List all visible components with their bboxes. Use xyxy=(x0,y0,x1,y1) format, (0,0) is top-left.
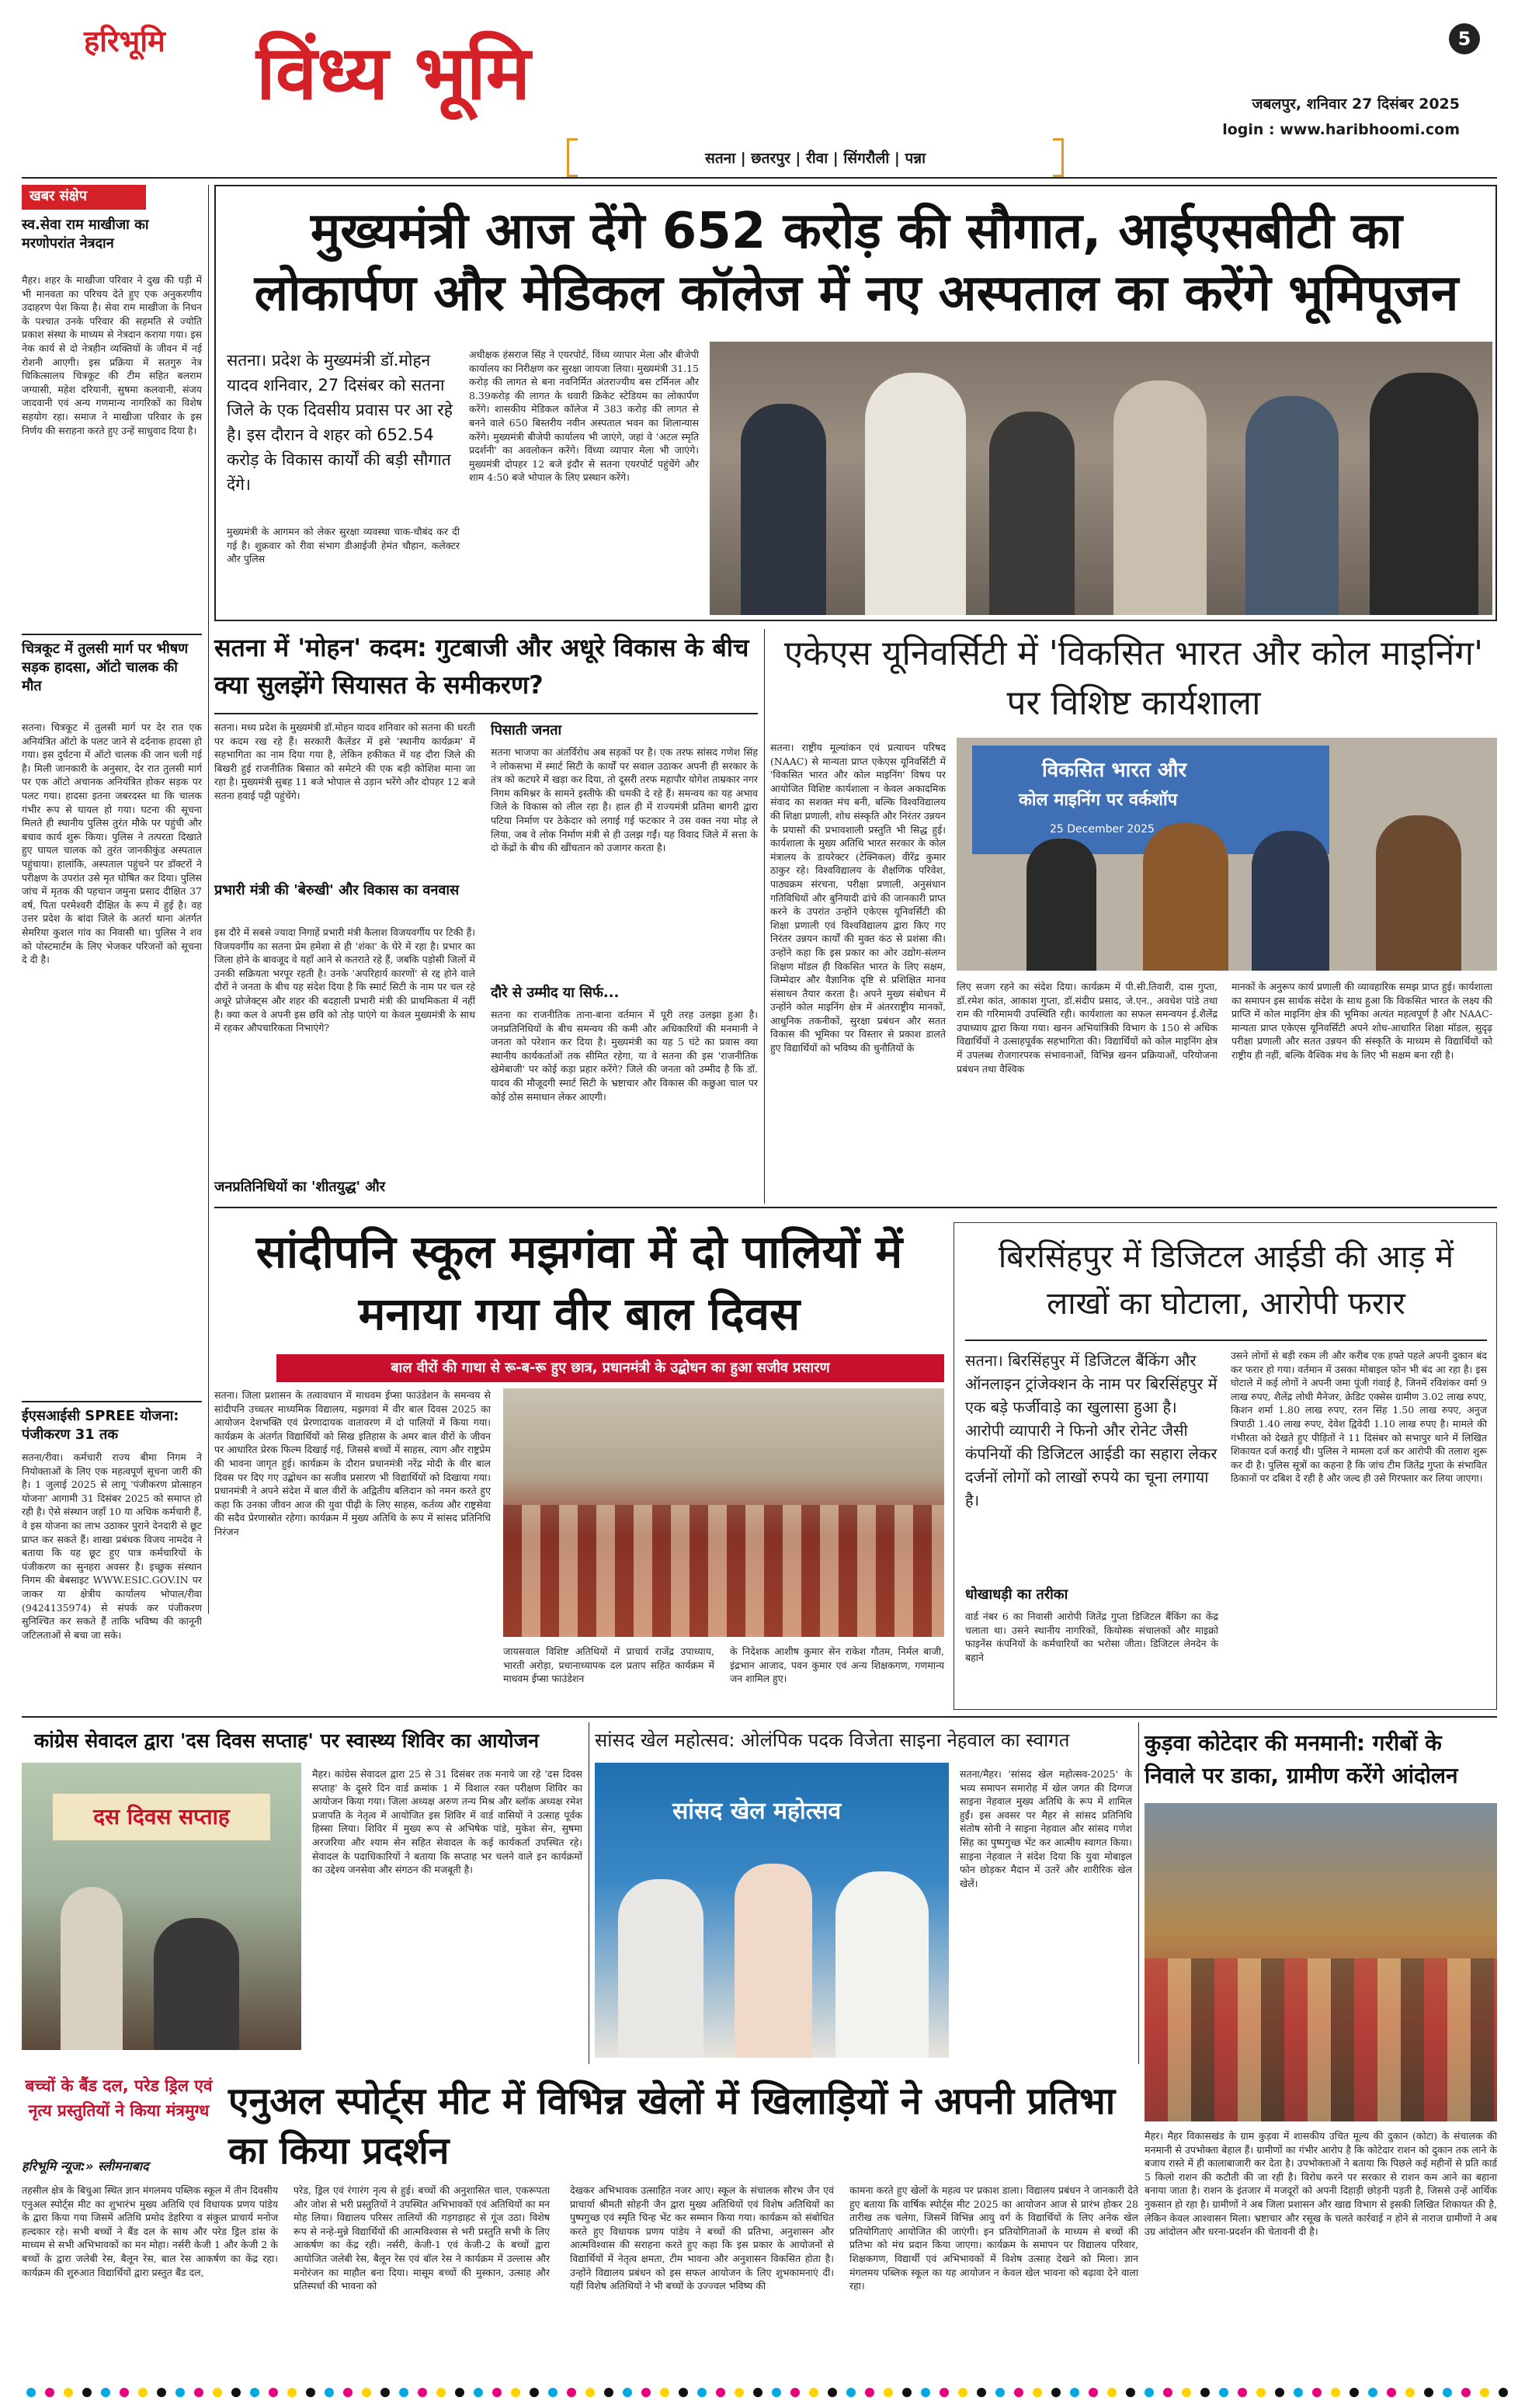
registration-dot xyxy=(120,2388,129,2397)
registration-dot xyxy=(585,2388,595,2397)
lead-photo xyxy=(710,342,1492,615)
registration-dot xyxy=(753,2388,762,2397)
city-satna[interactable]: सतना xyxy=(704,150,736,167)
birsinghpur-intro: सतना। बिरसिंहपुर में डिजिटल बैंकिंग और ऑनलाइन ट्रांजेक्शन के नाम पर बिरसिंहपुर में एक बड़े फर्जीवाड़े का खुलासा हुआ है। आरोपी व्यापारी ने फिनो और रोनेट जैसी कंपनियों की डिजिटल आईडी का सहारा लेकर दर्जनों लोगों को लाखों रुपये का चूना लगाया है। xyxy=(965,1351,1218,1510)
registration-dot xyxy=(660,2388,669,2397)
kudwa-story xyxy=(1145,1722,1497,2375)
registration-dot xyxy=(548,2388,558,2397)
sports-col1: तहसील क्षेत्र के बिचुआ स्थित ज्ञान मंगलमय पब्लिक स्कूल में तीन दिवसीय एनुअल स्पोर्ट्स मीट का शुभारंभ मुख्य अतिथि एवं विधायक प्रणय पांडेय के द्वारा किया गया जिसमें अतिथि प्रमोद डेहरिया व संकुल प्राचार्य मनोज हल्दकार रहे। सभी बच्चों ने बैंड दल के साथ और परेड ड्रिल डांस के माध्यम से सभी अभिभावकों का मन मोहा। नर्सरी केजी 1 और केजी 2 के बच्चों के द्वारा जलेबी रेस, बैलून रेस, बाल रेस आकर्षण का केंद्र रहा। कार्यक्रम की शुरुआत विद्यार्थियों द्वारा प्रस्तुत बैंड दल, xyxy=(22,2184,278,2278)
registration-dot xyxy=(921,2388,930,2397)
politics-col1: सतना। मध्य प्रदेश के मुख्यमंत्री डॉ.मोहन यादव शनिवार को सतना की धरती पर कदम रख रहे हैं। सरकारी कैलेंडर में इसे 'स्थानीय कार्यक्रम' में सहभागिता का नाम दिया गया है, लेकिन हकीकत में यह दौरा जिले की बिखरी हुई राजनीतिक बिसात को समेटने की एक बड़ी कोशिश माना जा रहा है। मुख्यमंत्री सुबह 11 बजे भोपाल से उड़ान भरेंगे और दोपहर 12 बजे सतना हवाई पट्टी पहुंचेंगे। xyxy=(214,721,475,801)
sports-byline: हरिभूमि न्यूज:» स्लीमनाबाद xyxy=(22,2159,149,2173)
birsinghpur-headline: बिरसिंहपुर में डिजिटल आईडी की आड़ में लाखों का घोटाला, आरोपी फरार xyxy=(998,1239,1454,1322)
registration-dot xyxy=(287,2388,297,2397)
registration-dot xyxy=(1480,2388,1489,2397)
kudwa-headline: कुड़वा कोटेदार की मनमानी: गरीबों के निवाले पर डाका, ग्रामीण करेंगे आंदोलन xyxy=(1145,1730,1458,1788)
aks-col1: सतना। राष्ट्रीय मूल्यांकन एवं प्रत्यायन परिषद (NAAC) से मान्यता प्राप्त एकेएस यूनिवर्सिटी में 'विकसित भारत और कोल माइनिंग' विषय पर आयोजित विशिष्ट कार्यशाला न केवल अकादमिक संवाद का सशक्त मंच बनी, बल्कि विश्वविद्यालय की शिक्षा प्रणाली, शोध संस्कृति और निरंतर उन्नयन के प्रयासों की प्रभावशाली प्रस्तुति भी सिद्ध हुई। कार्यशाला के मुख्य अतिथि भारत सरकार के कोल मंत्रालय के डायरेक्टर (टेक्निकल) वीरेंद्र कुमार ठाकुर रहे। विश्वविद्यालय के शैक्षणिक परिवेश, पाठ्यक्रम संरचना, परीक्षा प्रणाली, अनुसंधान गतिविधियों और बुनियादी ढांचे की जानकारी प्राप्त करने के उपरांत उन्होंने एकेएस यूनिवर्सिटी की शिक्षा प्रणाली एवं विश्वविद्यालय द्वारा किए गए निरंतर उन्नयन कार्यों की मुक्त कंठ से प्रशंसा की। उन्होंने कहा कि इस प्रकार का ओर उद्योग-संलग्न शिक्षण मॉडल ही विकसित भारत के लिए सक्षम, जिम्मेदार और वैज्ञानिक दृष्टि से प्रशिक्षित मानव संसाधन तैयार करता है। अपने मुख्य संबोधन में उन्होंने कोल माइनिंग क्षेत्र में अंतरराष्ट्रीय मानकों, आधुनिक तकनीकों, सुरक्षा प्रबंधन और सतत विकास की भूमिका पर विस्तार से प्रकाश डालते हुए विद्यार्थियों को भविष्य की चुनौतियों के xyxy=(770,742,946,1055)
politics-col2b: सतना का राजनीतिक ताना-बाना वर्तमान में पूरी तरह उलझा हुआ है। जनप्रतिनिधियों के बीच समन्वय की कमी और अधिकारियों की मनमानी ने जनता को परेशान कर दिया है। मुख्यमंत्री का यह 5 घंटे का प्रवास क्या स्थानीय कार्यकर्ताओं तक सीमित रहेगा, या वे सतना की इस 'राजनीतिक खेमेबाजी' पर कोई कड़ा प्रहार करेंगे? जिले की जनता को उम्मीद है कि डॉ. यादव की मौजूदगी स्मार्ट सिटी के भ्रष्टाचार और विकास की कछुआ चाल पर कोई ठोस समाधान लेकर आएगी। xyxy=(491,1009,758,1103)
registration-dot xyxy=(64,2388,73,2397)
politics-headline: सतना में 'मोहन' कदम: गुटबाजी और अधूरे विकास के बीच क्या सुलझेंगे सियासत के समीकरण? xyxy=(214,633,749,700)
aks-banner-line1: विकसित भारत और xyxy=(1042,759,1187,782)
registration-dot xyxy=(809,2388,818,2397)
registration-dot xyxy=(1275,2388,1284,2397)
politics-sub4: दौरे से उम्मीद या सिर्फ... xyxy=(491,985,620,1001)
school-story xyxy=(214,1213,944,1710)
aks-story xyxy=(770,629,1497,1204)
registration-dot xyxy=(1145,2388,1154,2397)
registration-dot xyxy=(1256,2388,1266,2397)
registration-dot xyxy=(269,2388,278,2397)
registration-dot xyxy=(828,2388,837,2397)
registration-dot xyxy=(940,2388,949,2397)
registration-dot xyxy=(790,2388,800,2397)
registration-dot xyxy=(175,2388,185,2397)
aks-headline: एकेएस यूनिवर्सिटी में 'विकसित भारत और कोल माइनिंग' पर विशिष्ट कार्यशाला xyxy=(783,634,1484,723)
registration-dot xyxy=(884,2388,893,2397)
registration-dot xyxy=(1387,2388,1396,2397)
registration-dot xyxy=(1200,2388,1210,2397)
sports-col3: देखकर अभिभावक उत्साहित नजर आए। स्कूल के संचालक सौरभ जैन एवं प्राचार्या श्रीमती सोहनी जैन द्वारा मुख्य अतिथियों एवं विशेष अतिथियों का पुष्पगुच्छ एवं स्मृति चिन्ह भेंट कर सम्मान किया गया। कार्यक्रम को संबोधित करते हुए विधायक प्रणय पांडेय ने बच्चों की प्रतिभा, अनुशासन और आत्मविश्वास की सराहना करते हुए कहा कि इस प्रकार के आयोजनों से विद्यार्थियों में नेतृत्व क्षमता, टीम भावना और अनुशासन विकसित होता है। उन्होंने विद्यालय प्रबंधन को इस सफल आयोजन के लिए शुभकामनाएं दीं। यहीं विशेष अतिथियों ने भी बच्चों के उज्ज्वल भविष्य की xyxy=(570,2184,834,2292)
registration-dot xyxy=(436,2388,446,2397)
brief-1-body: मैहर। शहर के माखीजा परिवार ने दुख की घड़ी में भी मानवता का परिचय देते हुए एक अनुकरणीय उदाहरण पेश किया है। सेवा राम माखीजा के निधन के पश्चात उनके परिवार की सहमति से ज्योति प्रकाश संस्था के माध्यम से नेत्रदान कराया गया। इस नेक कार्य से दो नेत्रहीन व्यक्तियों के जीवन में नई रोशनी आएगी। इस प्रक्रिया में सतगुरु नेत्र चिकित्सालय चित्रकूट की टीम सहित बलराम जग्यासी, महेश दरियानी, सुषमा कलवानी, संजय जादवानी एवं अन्य गणमान्य नागरिकों का विशेष सहयोग रहा। समाज ने माखीजा परिवार के इस निर्णय की सराहना करते हुए उन्हें साधुवाद दिया है। xyxy=(22,274,202,436)
registration-dot xyxy=(641,2388,651,2397)
school-strip: बाल वीरों की गाथा से रू-ब-रू हुए छात्र, प्रधानमंत्री के उद्बोधन का हुआ सजीव प्रसारण xyxy=(276,1354,944,1382)
sports-kicker: बच्चों के बैंड दल, परेड ड्रिल एवं नृत्य प्रस्तुतियों ने किया मंत्रमुग्ध xyxy=(25,2076,213,2120)
brief-2-headline: चित्रकूट में तुलसी मार्ग पर भीषण सड़क हादसा, ऑटो चालक की मौत xyxy=(22,641,189,694)
saina-story xyxy=(595,1722,1132,2064)
lead-body-col1: मुख्यमंत्री के आगमन को लेकर सुरक्षा व्यवस्था चाक-चौबंद कर दी गई है। शुक्रवार को रीवा संभाग डीआईजी हेमंत चौहान, कलेक्टर और पुलिस xyxy=(227,526,460,565)
registration-dot xyxy=(1405,2388,1415,2397)
registration-dot xyxy=(306,2388,315,2397)
brief-2-body: सतना। चित्रकूट में तुलसी मार्ग पर देर रात एक अनियंत्रित ऑटो के पलट जाने से दर्दनाक हादसा हो गया। इस दुर्घटना में ऑटो चालक की जान चली गई है। मिली जानकारी के अनुसार, देर रात तुलसी मार्ग पर एक ऑटो अचानक अनियंत्रित होकर सड़क पर पलट गया। हादसा इतना जबरदस्त था कि चालक गंभीर रूप से घायल हो गया। घटना की सूचना मिलते ही स्थानीय पुलिस तुरंत मौके पर पहुंची और बचाव कार्य शुरू किया। पुलिस ने तत्परता दिखाते हुए घायल चालक को तुरंत जानकीकुंड अस्पताल पहुंचाया। हालांकि, अस्पताल पहुंचने पर डॉक्टरों ने परीक्षण के उपरांत उसे मृत घोषित कर दिया। पुलिस जांच में मृतक की पहचान जमुना प्रसाद दीक्षित 37 वर्ष, पिता परमेश्वरी दीक्षित के रूप में हुई है। वह उत्तर प्रदेश के बांदा जिले के अतर्रा थाना अंतर्गत सेमरिया कुशल गांव का निवासी था। पुलिस ने शव को पोस्टमार्टम के लिए भेजकर परिजनों को सूचना दे दी है। xyxy=(22,721,202,966)
congress-headline: कांग्रेस सेवादल द्वारा 'दस दिवस सप्ताह' पर स्वास्थ्य शिविर का आयोजन xyxy=(34,1729,539,1752)
registration-dot xyxy=(213,2388,222,2397)
registration-mark-icon xyxy=(22,2384,1497,2401)
registration-dot xyxy=(865,2388,874,2397)
saina-headline: सांसद खेल महोत्सव: ओलंपिक पदक विजेता साइना नेहवाल का स्वागत xyxy=(595,1729,1070,1751)
registration-dot xyxy=(679,2388,688,2397)
birsinghpur-col1b: वार्ड नंबर 6 का निवासी आरोपी जितेंद्र गुप्ता डिजिटल बैंकिंग का केंद्र चलाता था। उसने स्थानीय नागरिकों, कियोस्क संचालकों और माइक्रो फाइनेंस कंपनियों के कर्मचारियों का भरोसा जीता। डिजिटल लेनदेन के बहाने xyxy=(965,1611,1218,1663)
registration-dot xyxy=(1461,2388,1471,2397)
registration-dot xyxy=(511,2388,520,2397)
congress-story xyxy=(22,1722,582,2064)
lead-headline: मुख्यमंत्री आज देंगे 652 करोड़ की सौगात, आईएसबीटी का लोकार्पण और मेडिकल कॉलेज में नए अस्पताल का करेंगे भूमिपूजन xyxy=(254,203,1459,322)
registration-dot xyxy=(995,2388,1005,2397)
registration-dot xyxy=(1331,2388,1340,2397)
school-col1: सतना। जिला प्रशासन के तत्वावधान में माधवम ईप्सा फाउंडेशन के समन्वय से सांदीपनि उच्चतर माध्यमिक विद्यालय, मझगवां में वीर बाल दिवस 2025 का आयोजन देशभक्ति एवं प्रेरणादायक वातावरण में दो पालियों में किया गया। कार्यक्रम के अंतर्गत विद्यार्थियों को सिख इतिहास के अमर बाल वीरों के जीवन पर आधारित प्रेरक फिल्म दिखाई गई, जिससे बच्चों में साहस, त्याग और राष्ट्रप्रेम की भावना जागृत हुई। कार्यक्रम के दौरान प्रधानमंत्री नरेंद्र मोदी के वीर बाल दिवस पर दिए गए उद्बोधन का सजीव प्रसारण भी विद्यार्थियों को दिखाया गया। प्रधानमंत्री ने अपने संदेश में बाल वीरों के अद्वितीय बलिदान को नमन करते हुए कहा कि उनका जीवन आज की युवा पीढ़ी के लिए साहस, कर्तव्य और राष्ट्रसेवा की सदैव प्रेरणास्रोत रहेगा। कार्यक्रम में मुख्य अतिथि के रूप में सांसद प्रतिनिधि निरंजन xyxy=(214,1389,491,1538)
registration-dot xyxy=(1107,2388,1117,2397)
registration-dot xyxy=(1350,2388,1359,2397)
registration-dot xyxy=(325,2388,334,2397)
congress-body: मैहर। कांग्रेस सेवादल द्वारा 25 से 31 दिसंबर तक मनाये जा रहे 'दस दिवस सप्ताह' के दूसरे दिन वार्ड क्रमांक 1 में विशाल रक्त परीक्षण शिविर का आयोजन किया गया। जिला अध्यक्ष अरुण तन्य मिश्र और ब्लॉक अध्यक्ष रमेश प्रजापति के नेतृत्व में आयोजित इस शिविर में वार्ड वासियों ने उत्साह पूर्वक हिस्सा लिया। शिविर में मुख्य रूप से अभिषेक पांडे, मुकेश सेन, सुषमा अरजरिया और श्याम सेन सहित सेवादल के कई कार्यकर्ता उपस्थित रहे। सेवादल के पदाधिकारियों ने बताया कि सप्ताह भर चलने वाले इन कार्यक्रमों का उद्देश्य जनसेवा और संगठन की मजबूती है। xyxy=(312,1768,582,1876)
registration-dot xyxy=(716,2388,725,2397)
brief-3-body: सतना/रीवा। कर्मचारी राज्य बीमा निगम ने नियोक्ताओं के लिए एक महत्वपूर्ण सूचना जारी की है। 1 जुलाई 2025 से लागू 'पंजीकरण प्रोत्साहन योजना' आगामी 31 दिसंबर 2025 को समाप्त हो रही है। ऐसे संस्थान जहाँ 10 या अधिक कर्मचारी हैं, वे इस योजना का लाभ उठाकर पुराने देनदारी से छूट प्राप्त कर सकते हैं। शाखा प्रबंधक विजय नामदेव ने बताया कि यह छूट हुए पात्र कर्मचारियों के पंजीकरण का सुनहरा अवसर है। इच्छुक संस्थान निगम की बेबसाइट WWW.ESIC.GOV.IN पर जाकर या क्षेत्रीय कार्यालय भोपाल/रीवा (9424135974) से संपर्क कर पंजीकरण सुनिश्चित कर सकते हैं ताकि भविष्य की कानूनी जटिलताओं से बचा जा सके। xyxy=(22,1451,202,1641)
saina-photo xyxy=(595,1763,949,2058)
kudwa-photo xyxy=(1145,1803,1497,2121)
registration-dot xyxy=(623,2388,632,2397)
politics-sub1: प्रभारी मंत्री की 'बेरुखी' और विकास का वनवास xyxy=(214,882,460,898)
registration-dot xyxy=(380,2388,390,2397)
section-title: विंध्य भूमि xyxy=(256,30,531,116)
place-date: जबलपुर, शनिवार 27 दिसंबर 2025 xyxy=(1252,96,1460,113)
politics-story xyxy=(214,629,758,1204)
brief-1-headline: स्व.सेवा राम माखीजा का मरणोपरांत नेत्रदान xyxy=(22,217,149,252)
page-number: 5 xyxy=(1449,23,1480,54)
aks-banner-date: 25 December 2025 xyxy=(1050,823,1155,836)
politics-sub2: जनप्रतिनिधियों का 'शीतयुद्ध' और xyxy=(214,1179,386,1195)
school-headline: सांदीपनि स्कूल मझगंवा में दो पालियों में मनाया गया वीर बाल दिवस xyxy=(255,1225,903,1340)
city-bar: सतना | छतरपुर | रीवा | सिंगरौली | पन्ना xyxy=(567,138,1064,177)
politics-sub3: पिसाती जनता xyxy=(491,722,562,738)
registration-dot xyxy=(772,2388,781,2397)
registration-dot xyxy=(604,2388,613,2397)
registration-dot xyxy=(1368,2388,1377,2397)
congress-banner: दस दिवस सप्ताह xyxy=(53,1794,270,1840)
registration-dot xyxy=(1051,2388,1061,2397)
registration-dot xyxy=(157,2388,166,2397)
school-col2: जायसवाल विशिष्ट अतिथियों में प्राचार्य राजेंद्र उपाध्याय, भारती अरोड़ा, प्रधानाध्यापक दल प्रताप सहित कार्यक्रम में माधवम ईप्सा फाउंडेशन xyxy=(503,1645,714,1685)
saina-banner: सांसद खेल महोत्सव xyxy=(672,1798,842,1825)
lead-body-col2: अधीक्षक हंसराज सिंह ने एयरपोर्ट, विंध्य व्यापार मेला और बीजेपी कार्यालय का निरीक्षण कर सुरक्षा जायजा लिया। मुख्यमंत्री 31.15 करोड़ की लागत से बना नवनिर्मित अंतराज्यीय बस टर्मिनल और 8.39करोड़ की लागत के धवारी क्रिकेट स्टेडियम का लोकार्पण करेंगे। शासकीय मेडिकल कॉलेज में 383 करोड़ की लागत से बनने वाले 650 बिस्तरीय नवीन अस्पताल भवन का शिलान्यास करेंगे। मुख्यमंत्री बीजेपी कार्यालय भी जाएंगे, जहां वे 'अटल स्मृति प्रदर्शनी' का अवलोकन करेंगे। विंध्या व्यापार मेला भी जाएंगे। मुख्यमंत्री दोपहर 12 बजे इंदौर से सतना एयरपोर्ट पहुंचेंगे और शाम 4:50 बजे भोपाल के लिए प्रस्थान करेंगे। xyxy=(469,349,699,484)
registration-dot xyxy=(194,2388,203,2397)
brief-3-headline: ईएसआईसी SPREE योजना: पंजीकरण 31 तक xyxy=(22,1408,179,1443)
city-rewa[interactable]: रीवा xyxy=(805,150,828,167)
registration-dot xyxy=(530,2388,539,2397)
registration-dot xyxy=(250,2388,259,2397)
registration-dot xyxy=(1443,2388,1452,2397)
registration-dot xyxy=(455,2388,464,2397)
registration-dot xyxy=(231,2388,241,2397)
registration-dot xyxy=(1499,2388,1508,2397)
registration-dot xyxy=(902,2388,912,2397)
registration-dot xyxy=(1163,2388,1172,2397)
registration-dot xyxy=(1238,2388,1247,2397)
registration-dot xyxy=(1033,2388,1042,2397)
registration-dot xyxy=(492,2388,502,2397)
school-col3: के निदेशक आशीष कुमार सेन राकेश गौतम, निर्मल बाजी, इंद्रभान आजाद, पवन कुमार एवं अन्य शिक्षकगण, गणमान्य जन शामिल हुए। xyxy=(730,1645,944,1685)
city-singrauli[interactable]: सिंगरौली xyxy=(843,150,890,167)
registration-dot xyxy=(399,2388,408,2397)
registration-dot xyxy=(138,2388,148,2397)
city-chhatarpur[interactable]: छतरपुर xyxy=(751,150,790,167)
registration-dot xyxy=(343,2388,353,2397)
registration-dot xyxy=(846,2388,856,2397)
birsinghpur-col2: उसने लोगों से बड़ी रकम ली और करीब एक हफ्ते पहले अपनी दुकान बंद कर फरार हो गया। वर्तमान में उसका मोबाइल फोन भी बंद आ रहा है। इस घोटाले में कई लोगों ने अपनी जमा पूंजी गंवाई है, जिनमें रविशंकर वर्मा 9 लाख रुपए, शैलेंद्र लोधी मैनेजर, क्रेडिट एक्सेस ग्रामीण 3.02 लाख रुपए, किशन शर्मा 1.80 लाख रुपए, रतन सिंह 1.50 लाख रुपए, अनुज त्रिपाठी 1.40 लाख रुपए, देवेश द्विवेदी 1.10 लाख रुपए है। मामले की गंभीरता को देखते हुए पीड़ितों ने 11 दिसंबर को सभापुर थाने में लिखित शिकायत दर्ज कराई थी। पुलिस ने मामला दर्ज कर आरोपी की तलाश शुरू कर दी है। पुलिस सूत्रों का कहना है कि जांच टीम जितेंद्र गुप्ता के संभावित ठिकानों पर दबिश दे रही है और जल्द ही उसे गिरफ्तार कर लिया जाएगा। xyxy=(1231,1350,1487,1485)
registration-dot xyxy=(474,2388,483,2397)
sports-col2: परेड, ड्रिल एवं रंगारंग नृत्य से हुई। बच्चों की अनुशासित चाल, एकरूपता और जोश से भरी प्रस्तुतियों ने उपस्थित अभिभावकों एवं अतिथियों का मन मोह लिया। विद्यालय परिसर तालियों की गड़गड़ाहट से गूंज उठा। विशेष रूप से नन्हे-मुन्ने विद्यार्थियों की आत्मविश्वास से भरी प्रस्तुति सभी के लिए आकर्षण का केंद्र रही। नर्सरी, केजी-1 एवं केजी-2 के बच्चों द्वारा आयोजित जलेबी रेस, बैलून रेस एवं बॉल रेस ने कार्यक्रम में उल्लास और मनोरंजन का माहौल बना दिया। मासूम बच्चों की मुस्कान, उत्साह और प्रतिस्पर्धा की भावना को xyxy=(294,2184,550,2292)
sports-headline: एनुअल स्पोर्ट्स मीट में विभिन्न खेलों में खिलाड़ियों ने अपनी प्रतिभा का किया प्रदर्शन xyxy=(228,2080,1116,2173)
kudwa-body: मैहर। मैहर विकासखंड के ग्राम कुड़वा में शासकीय उचित मूल्य की दुकान (कोटा) के संचालक की मनमानी से उपभोक्ता बेहाल हैं। ग्रामीणों का गंभीर आरोप है कि कोटेदार राशन को दुकान तक लाने के बजाय रास्ते में ही कालाबाजारी कर देता है। उपभोक्ताओं ने बताया कि पिछले कई महीनों से प्रति कार्ड 5 किलो राशन की कटौती की जा रही है। विरोध करने पर सरकार से राशन कम आने का बहाना बनाया जाता है। राशन के इंतजार में मजदूरों को अपनी दिहाड़ी छोड़नी पड़ती है, जिससे उन्हें आर्थिक नुकसान हो रहा है। ग्रामीणों ने अब जिला प्रशासन और खाद्य विभाग से इसकी लिखित शिकायत की है, लेकिन केवल आश्वासन मिला। भ्रष्टाचार और रसूख के चलते कार्रवाई न होने से नाराज ग्रामीणों ने अब उग्र आंदोलन और धरना-प्रदर्शन की चेतावनी दी है। xyxy=(1145,2130,1497,2238)
registration-dot xyxy=(362,2388,371,2397)
aks-col3: मानकों के अनुरूप कार्य प्रणाली की व्यावहारिक समझ प्राप्त हुई। कार्यशाला का समापन इस सार्थक संदेश के साथ हुआ कि विकसित भारत के लक्ष्य की प्राप्ति में कोल माइनिंग क्षेत्र की भूमिका अत्यंत महत्वपूर्ण है और NAAC-मान्यता प्राप्त एकेएस यूनिवर्सिटी अपने शोध-आधारित शिक्षा मॉडल, सुदृढ़ परीक्षा प्रणाली और सतत उन्नयन की संस्कृति के माध्यम से विद्यार्थियों को राष्ट्रीय ही नहीं, बल्कि वैश्विक मंच के लिए भी सक्षम बना रही है। xyxy=(1231,981,1492,1061)
politics-col2: सतना भाजपा का अंतर्विरोध अब सड़कों पर है। एक तरफ सांसद गणेश सिंह ने लोकसभा में स्मार्ट सिटी के कार्यों पर सवाल उठाकर अपनी ही सरकार के तंत्र को कटघरे में खड़ा कर दिया, तो दूसरी तरफ महापौर योगेश ताम्रकार नगर निगम कमिश्नर के सामने इस्तीफे की धमकी दे रहे हैं। समन्वय का यह अभाव जिले के विकास को लील रहा है। हाल ही में राज्यमंत्री प्रतिमा बागरी द्वारा पटिया निर्माण पर ठेकेदार को लगाई गई फटकार ने उस वक्त नया मोड़ ले लिया, जब वे लोक निर्माण मंत्री से ही उलझ गईं। यह विवाद जिले में सत्ता के दो केंद्रों के बीच की खींचतान को उजागर करता है। xyxy=(491,746,758,854)
aks-banner-line2: कोल माइनिंग पर वर्कशॉप xyxy=(1019,791,1178,810)
registration-dot xyxy=(1014,2388,1023,2397)
politics-col1b: इस दौरे में सबसे ज्यादा निगाहें प्रभारी मंत्री कैलाश विजयवर्गीय पर टिकी हैं। विजयवर्गीय का सतना प्रेम हमेशा से ही 'शंका' के घेरे में रहा है। प्रभार का जिला होने के बावजूद वे यहाँ आने से कतराते रहे हैं, जबकि पड़ोसी जिलों में उनकी सक्रियता भरपूर रहती है। उनके 'अपरिहार्य कारणों' से रद्द होने वाले दौरों ने जनता के बीच यह संदेश दिया है कि स्मार्ट सिटी के नाम पर चल रहे अधूरे प्रोजेक्ट्स और शहर की बदहाली प्रभारी मंत्री की प्राथमिकता में नहीं है। क्या कल वे अपनी इस छवि को तोड़ पाएंगे या केवल मुख्यमंत्री के साथ में रहकर औपचारिकता निभाएंगे? xyxy=(214,926,475,1034)
lead-story xyxy=(214,185,1497,621)
registration-dot xyxy=(101,2388,110,2397)
registration-dot xyxy=(567,2388,576,2397)
registration-dot xyxy=(418,2388,427,2397)
lead-intro: सतना। प्रदेश के मुख्यमंत्री डॉ.मोहन यादव शनिवार, 27 दिसंबर को सतना जिले के एक दिवसीय प्रवास पर आ रहे है। इस दौरान वे शहर को 652.54 करोड़ के विकास कार्यों की बड़ी सौगात देंगे। xyxy=(227,351,453,494)
registration-dot xyxy=(1089,2388,1098,2397)
sports-story xyxy=(22,2069,1138,2379)
city-panna[interactable]: पन्ना xyxy=(905,150,926,167)
birsinghpur-sub: धोखाधड़ी का तरीका xyxy=(965,1586,1068,1603)
brand-logo: हरिभूमि xyxy=(84,24,165,58)
registration-dot xyxy=(1070,2388,1079,2397)
registration-dot xyxy=(1294,2388,1303,2397)
sports-col4: कामना करते हुए खेलों के महत्व पर प्रकाश डाला। विद्यालय प्रबंधन ने जानकारी देते हुए बताया कि वार्षिक स्पोर्ट्स मीट 2025 का आयोजन आज से प्रारंभ होकर 28 तारीख तक चलेगा, जिसमें विभिन्न आयु वर्ग के विद्यार्थियों के लिए अनेक खेल प्रतियोगिताएं आयोजित की जाएंगी। इन प्रतियोगिताओं के माध्यम से बच्चों की प्रतिभा को मंच प्रदान किया जाएगा। कार्यक्रम के समापन पर विद्यालय परिवार, शिक्षकगण, विद्यार्थी एवं अभिभावकों में विशेष उत्साह देखने को मिला। ज्ञान मंगलमय पब्लिक स्कूल का यह आयोजन न केवल खेल भावना को बढ़ावा देने वाला रहा। xyxy=(849,2184,1138,2292)
school-photo xyxy=(503,1388,944,1637)
news-brief-sidebar xyxy=(22,185,202,1641)
registration-dot xyxy=(697,2388,707,2397)
birsinghpur-story xyxy=(954,1222,1497,1710)
registration-dot xyxy=(45,2388,54,2397)
registration-dot xyxy=(1312,2388,1322,2397)
registration-dot xyxy=(1182,2388,1191,2397)
aks-photo xyxy=(957,738,1497,971)
saina-body: सतना/मैहर। 'सांसद खेल महोत्सव-2025' के भव्य समापन समारोह में खेल जगत की दिग्गज साइना नेहवाल मुख्य अतिथि के रूप में शामिल हुईं। इस अवसर पर मैहर से सांसद प्रतिनिधि संतोष सोनी ने साइना नेहवाल और सांसद गणेश सिंह का पुष्पगुच्छ भेंट कर आत्मीय स्वागत किया। साइना नेहवाल ने संदेश दिया कि युवा मोबाइल फोन छोड़कर मैदान में उतरें और शारीरिक खेल खेलें। xyxy=(960,1768,1132,1889)
sidebar-label: खबर संक्षेप xyxy=(22,185,146,210)
congress-photo xyxy=(22,1763,301,2050)
registration-dot xyxy=(1219,2388,1228,2397)
registration-dot xyxy=(1126,2388,1135,2397)
registration-dot xyxy=(82,2388,92,2397)
masthead xyxy=(0,0,1518,180)
login-url[interactable]: login : www.haribhoomi.com xyxy=(1222,121,1460,138)
registration-dot xyxy=(1424,2388,1433,2397)
registration-dot xyxy=(26,2388,36,2397)
registration-dot xyxy=(977,2388,986,2397)
registration-dot xyxy=(958,2388,967,2397)
aks-col2: लिए सजग रहने का संदेश दिया। कार्यक्रम में पी.सी.तिवारी, दास गुप्ता, डॉ.रमेश कांत, आकाश गुप्ता, डॉ.संदीप प्रसाद, जे.एन., अवधेश पांडे तथा राम की गरिमामयी उपस्थिति रही। कार्यशाला का सफल समन्वयन ई.शैलेंद्र उपाध्याय द्वारा किया गया। खनन अभियांत्रिकी विभाग के 150 से अधिक विद्यार्थियों ने उत्साहपूर्वक सहभागिता की। विद्यार्थियों को कोल माइनिंग क्षेत्र में उपलब्ध रोजगारपरक संभावनाओं, विभिन्न खनन प्रक्रियाओं, परियोजना प्रबंधन तथा वैश्विक xyxy=(957,981,1218,1075)
registration-dot xyxy=(735,2388,744,2397)
